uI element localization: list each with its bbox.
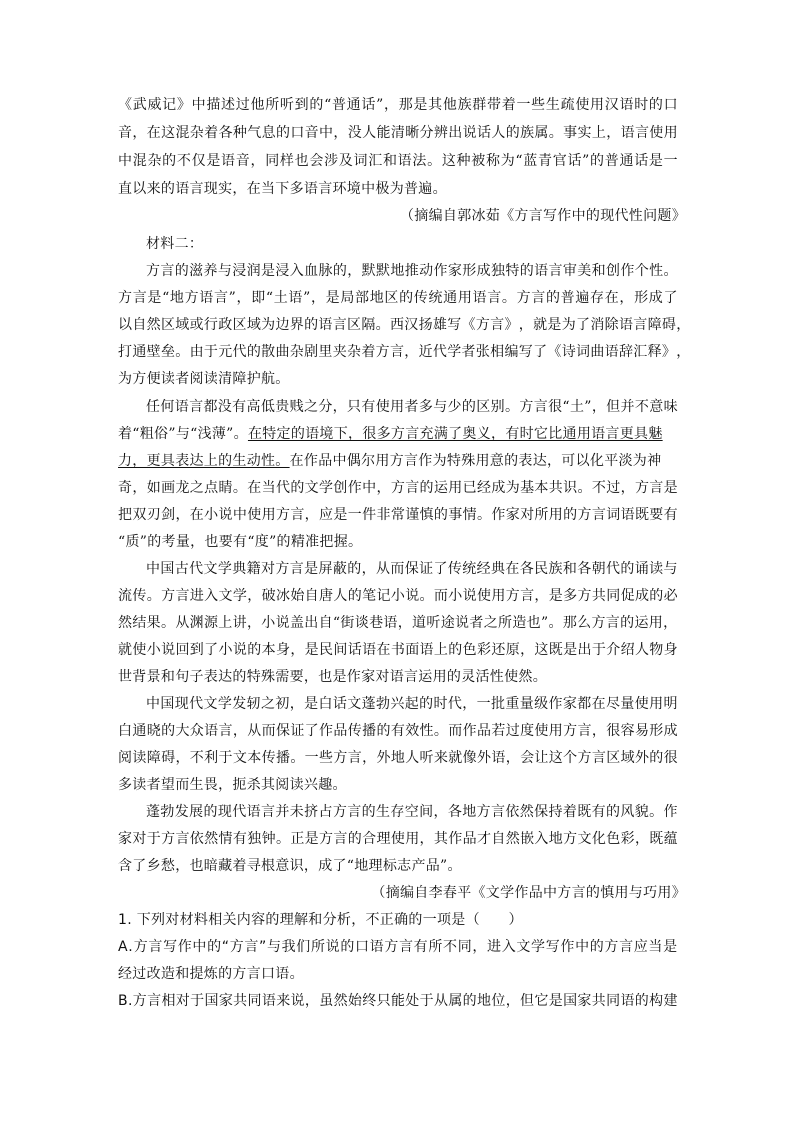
paragraph-line: 中 国 现 代 文 学 发 轫 之 初 ， 是 白 话 文 蓬 勃 兴 起 的 时 代 ， 一 批 重 量 级 作 家 都 在 尽 量 使 用 明 (146, 696, 678, 712)
plain-text: 在作品中偶尔用方言作为特殊用意的表达，可以化平淡为神 (289, 453, 662, 469)
paragraph-line: 任 何 语 言 都 没 有 高 低 贵 贱 之 分 ， 只 有 使 用 者 多 与 少 的 区 别 。 方 言 很 “ 土 ” ， 但 并 不 意 味 (146, 399, 678, 415)
material-one-line: 直以来的语言现实，在当下多语言环境中极为普遍。 (118, 181, 447, 197)
paragraph-line: 就 使 小 说 回 到 了 小 说 的 本 身 ， 是 民 间 话 语 在 书 面 语 上 的 色 彩 还 原 ， 这 既 是 出 于 介 绍 人 物 身 (118, 642, 678, 658)
paragraph-line: 世背景和句子表达的特殊需要，也是作家对语言运用的灵活性使然。 (118, 669, 547, 685)
material-two-heading: 材料二： (146, 236, 204, 252)
option-b-line: B . 方 言 相 对 于 国 家 共 同 语 来 说 ， 虽 然 始 终 只 能 处 于 从 属 的 地 位 ， 但 它 是 国 家 共 同 语 的 构 建 (118, 993, 678, 1009)
paragraph-line: 奇 ， 如 画 龙 之 点 睛 。 在 当 代 的 文 学 创 作 中 ， 方 言 的 运 用 已 经 成 为 基 本 共 识 。 不 过 ， 方 言 是 (118, 480, 678, 496)
paragraph-line: 以 自 然 区 域 或 行 政 区 域 为 边 界 的 语 言 区 隔 。 西 汉 扬 雄 写 《 方 言 》 ， 就 是 为 了 消 除 语 言 障 碍 ， (118, 317, 691, 333)
paragraph-line: 流 传 。 方 言 进 入 文 学 ， 破 冰 始 自 唐 人 的 笔 记 小 说 。 而 小 说 使 用 方 言 ， 是 多 方 共 同 促 成 的 必 (118, 588, 678, 604)
question-stem: 1. 下列对材料相关内容的理解和分析，不正确的一项是（ ） (118, 912, 523, 928)
paragraph-line: 家 对 于 方 言 依 然 情 有 独 钟 。 正 是 方 言 的 合 理 使 用 ， 其 作 品 才 自 然 嵌 入 地 方 文 化 色 彩 ， 既 蕴 (118, 831, 678, 847)
paragraph-line: 方 言 的 滋 养 与 浸 润 是 浸 入 血 脉 的 ， 默 默 地 推 动 作 家 形 成 独 特 的 语 言 审 美 和 创 作 个 性 。 (146, 263, 678, 279)
paragraph-line: 阅 读 障 碍 ， 不 利 于 文 本 传 播 。 一 些 方 言 ， 外 地 人 听 来 就 像 外 语 ， 会 让 这 个 方 言 区 域 外 的 很 (118, 750, 678, 766)
material-one-line: 《 武 威 记 》 中 描 述 过 他 所 听 到 的 “ 普 通 话 ” ， 那 是 其 他 族 群 带 着 一 些 生 疏 使 用 汉 语 时 的 口 (118, 97, 678, 113)
paragraph-line: 中 国 古 代 文 学 典 籍 对 方 言 是 屏 蔽 的 ， 从 而 保 证 了 传 统 经 典 在 各 民 族 和 各 朝 代 的 诵 读 与 (146, 561, 678, 577)
underlined-text: 在特定的语境下，很多方言充满了奥义，有时它比通用语言更具魅 (247, 426, 663, 442)
material-one-line: 音 ， 在 这 混 杂 着 各 种 气 息 的 口 音 中 ， 没 人 能 清 晰 分 辨 出 说 话 人 的 族 属 。 事 实 上 ， 语 言 使 用 (118, 125, 678, 141)
paragraph-line: 白 通 晓 的 大 众 语 言 ， 从 而 保 证 了 作 品 传 播 的 有 效 性 。 而 作 品 若 过 度 使 用 方 言 ， 很 容 易 形 成 (118, 723, 678, 739)
paragraph-line: “质”的考量，也要有“度”的精准把握。 (118, 534, 363, 550)
option-a-line: 经过改造和提炼的方言口语。 (118, 966, 304, 982)
paragraph-line-mixed (118, 425, 678, 443)
option-a-line: A . 方 言 写 作 中 的 “ 方 言 ” 与 我 们 所 说 的 口 语 方 言 有 所 不 同 ， 进 入 文 学 写 作 中 的 方 言 应 当 是 (118, 939, 678, 955)
plain-text: 着“粗俗”与“浅薄”。 (118, 426, 248, 442)
paragraph-line: 把 双 刃 剑 ， 在 小 说 中 使 用 方 言 ， 应 是 一 件 非 常 谨 慎 的 事 情 。 作 家 对 所 用 的 方 言 词 语 既 要 有 (118, 507, 678, 523)
paragraph-line: 方 言 是 “ 地 方 语 言 ” ， 即 “ 土 语 ” ， 是 局 部 地 区 的 传 统 通 用 语 言 。 方 言 的 普 遍 存 在 ， 形 成 了 (118, 290, 678, 306)
source-citation-two: （摘编自李春平《文学作品中方言的慎用与巧用》 (371, 885, 686, 901)
underlined-text: 力，更具表达上的生动性。 (118, 453, 290, 469)
paragraph-line: 然 结 果 。 从 渊 源 上 讲 ， 小 说 盖 出 自 “ 街 谈 巷 语 ， 道 听 途 说 者 之 所 造 也 ” 。 那 么 方 言 的 运 用 ， (118, 615, 678, 631)
source-citation-one: （摘编自郭冰茹《方言写作中的现代性问题》 (400, 208, 686, 224)
paragraph-line-mixed (118, 452, 678, 470)
material-one-line: 中 混 杂 的 不 仅 是 语 音 ， 同 样 也 会 涉 及 词 汇 和 语 法 。 这 种 被 称 为 “ 蓝 青 官 话 ” 的 普 通 话 是 一 (118, 153, 678, 169)
paragraph-line: 为方便读者阅读清障护航。 (118, 371, 290, 387)
paragraph-line: 蓬 勃 发 展 的 现 代 语 言 并 未 挤 占 方 言 的 生 存 空 间 ， 各 地 方 言 依 然 保 持 着 既 有 的 风 貌 。 作 (146, 804, 678, 820)
paragraph-line: 打 通 壁 垒 。 由 于 元 代 的 散 曲 杂 剧 里 夹 杂 着 方 言 ， 近 代 学 者 张 相 编 写 了 《 诗 词 曲 语 辞 汇 释 》 ， (118, 344, 691, 360)
paragraph-line: 多读者望而生畏，扼杀其阅读兴趣。 (118, 777, 347, 793)
paragraph-line: 含了乡愁，也暗藏着寻根意识，成了“地理标志产品”。 (118, 858, 462, 874)
